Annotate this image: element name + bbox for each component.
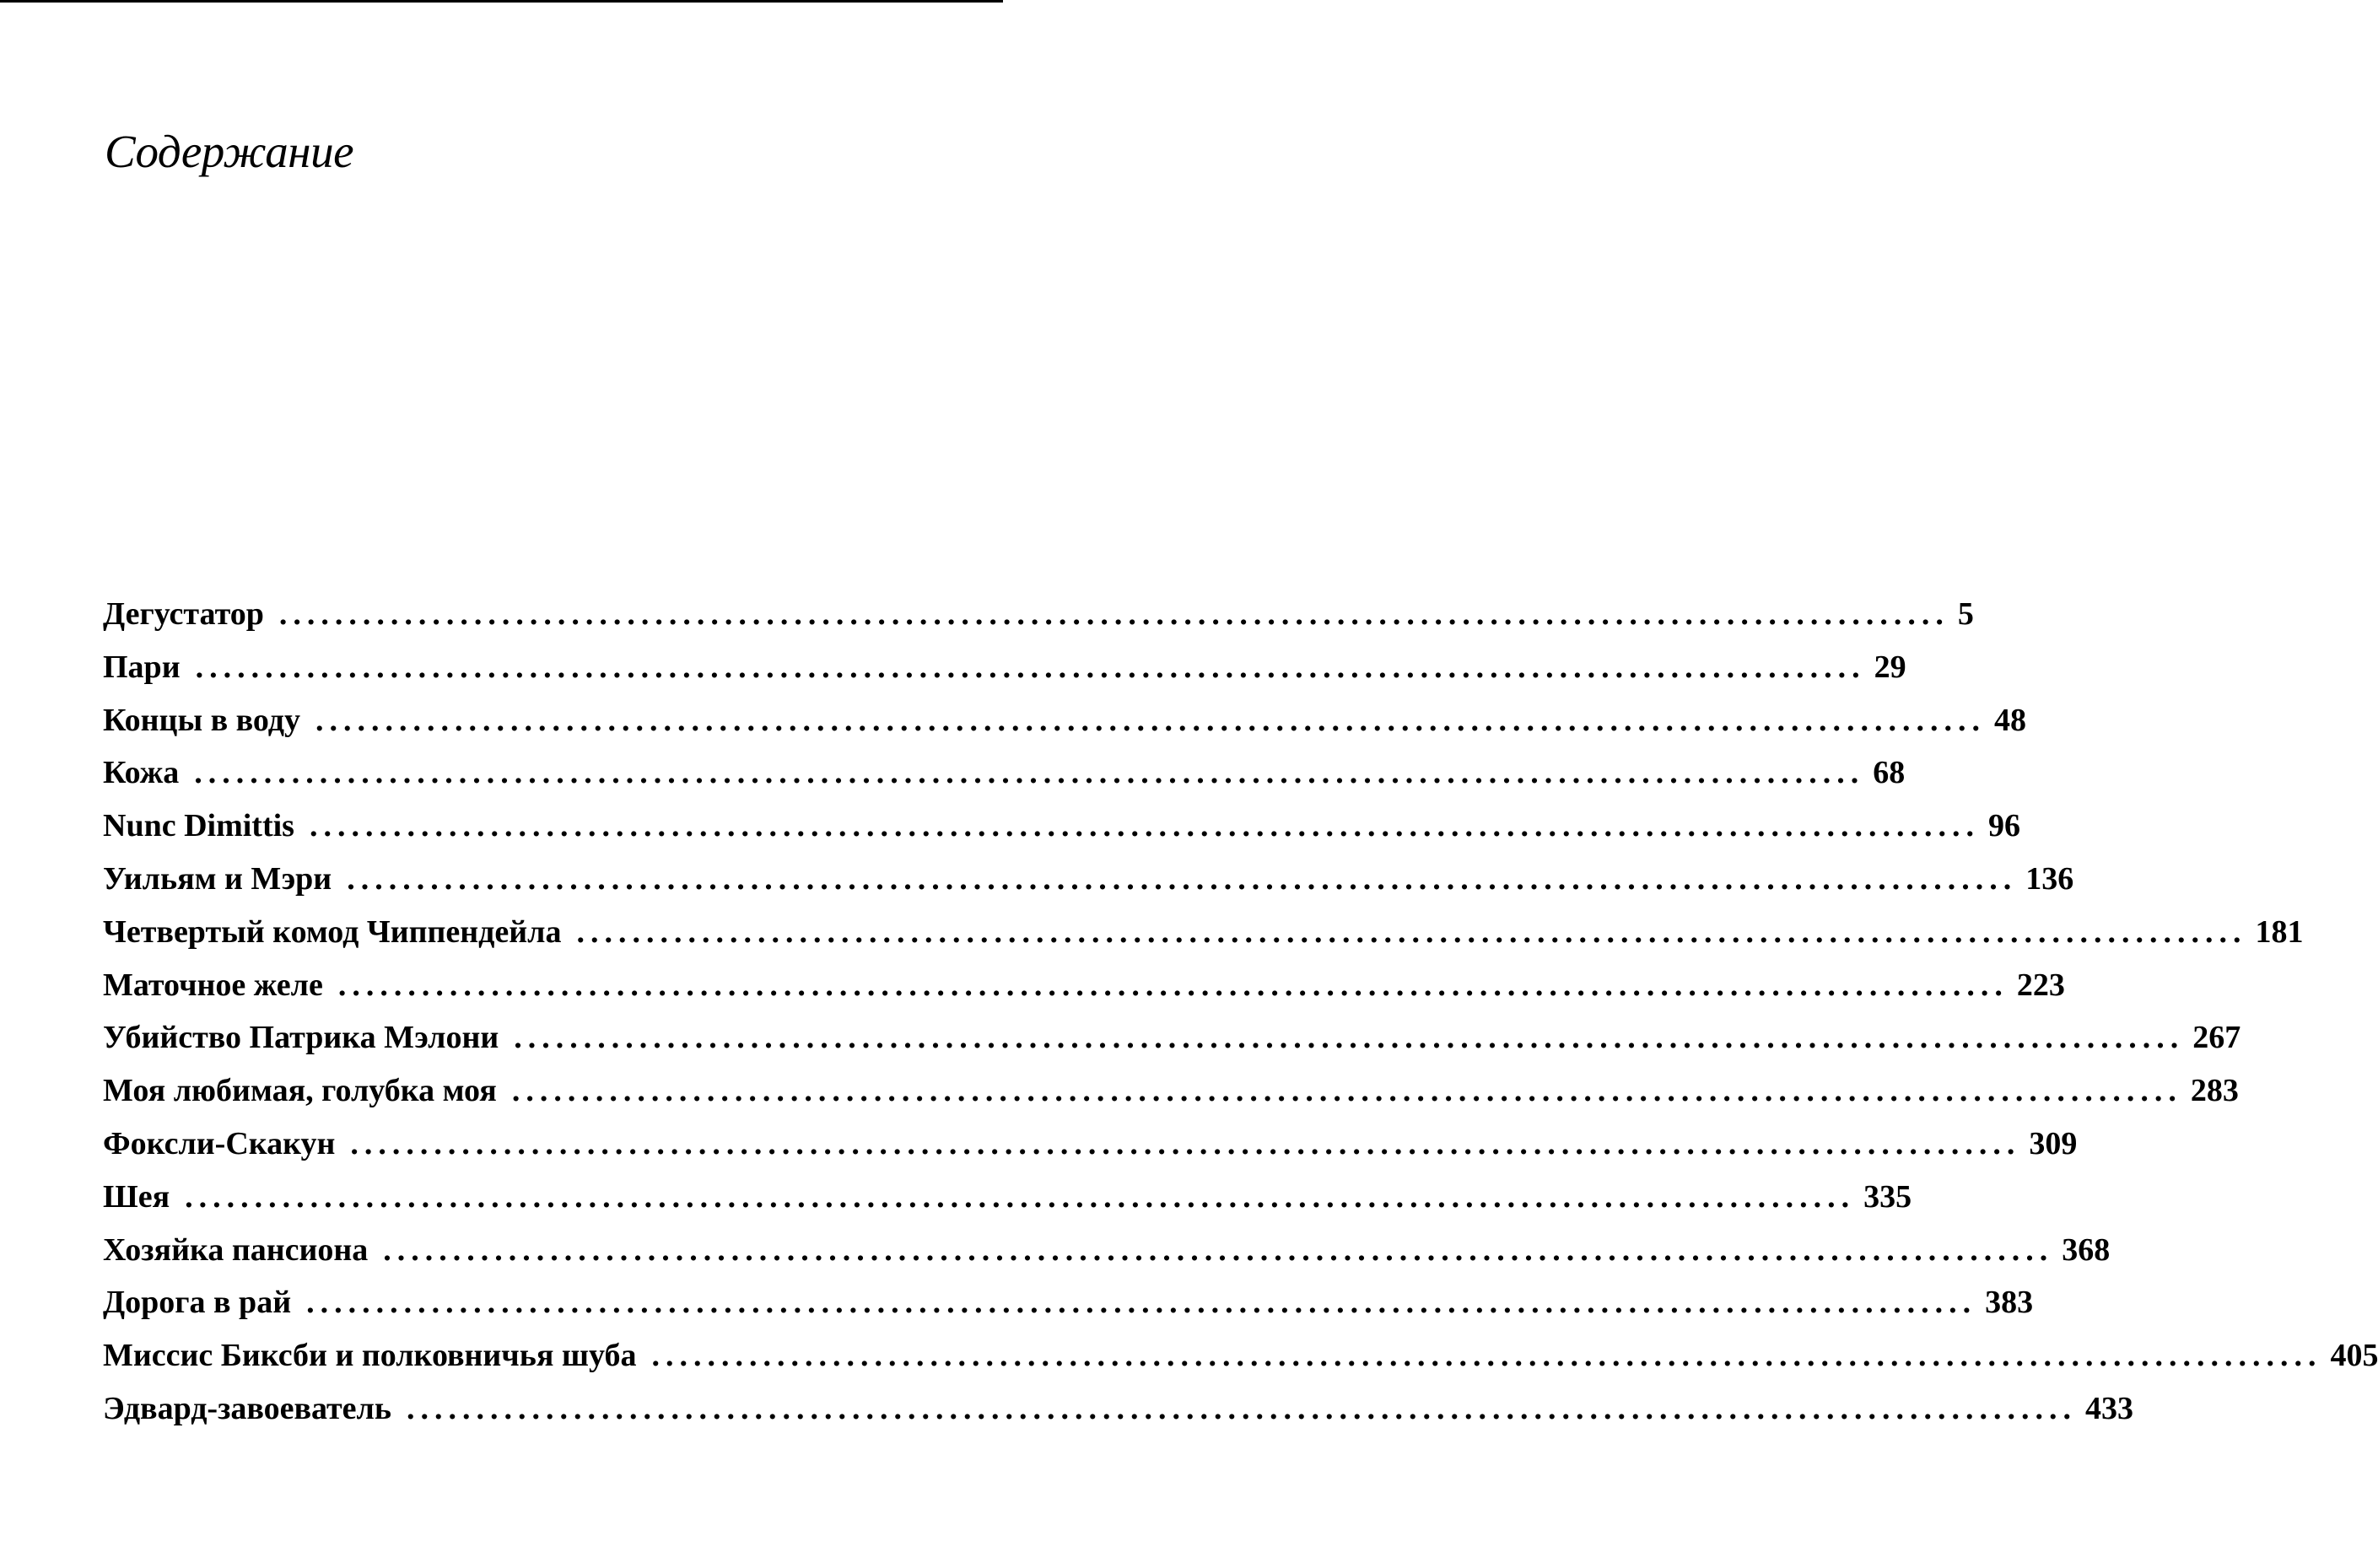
toc-entry[interactable] <box>103 1072 2239 1125</box>
toc-entry-page-number: 181 <box>2255 913 2304 950</box>
toc-entry-page-number: 283 <box>2190 1073 2239 1109</box>
toc-entry-page-number: 309 <box>2029 1125 2078 1161</box>
toc-entry[interactable] <box>103 807 2020 860</box>
toc-entry-page-number: 5 <box>1957 596 1974 632</box>
toc-entry-title: Шея <box>103 1178 170 1215</box>
top-border-line <box>0 0 1003 3</box>
toc-entry-title: Дегустатор <box>103 596 264 632</box>
dot-leader: ........................................................................................................................ <box>383 1231 2054 1268</box>
toc-entry-title: Пари <box>103 649 181 685</box>
toc-entry[interactable] <box>103 860 2074 913</box>
toc-entry-title: Убийство Патрика Мэлони <box>103 1020 499 1056</box>
toc-entry-page-number: 368 <box>2062 1231 2111 1268</box>
dot-leader: ........................................................................................................................ <box>315 702 1987 738</box>
toc-entry-title: Миссис Биксби и полковничья шуба <box>103 1338 637 1374</box>
toc-entry-page-number: 96 <box>1987 808 2020 844</box>
dot-leader: ........................................................................................................................ <box>651 1338 2322 1374</box>
dot-leader: ........................................................................................................................ <box>185 1178 1856 1215</box>
dot-leader: ........................................................................................................................ <box>337 967 2009 1003</box>
toc-entry[interactable] <box>103 754 1906 807</box>
toc-entry[interactable] <box>103 1337 2378 1390</box>
dot-leader: ........................................................................................................................ <box>406 1390 2077 1426</box>
toc-entry-page-number: 223 <box>2016 967 2065 1003</box>
toc-entry-title: Четвертый комод Чиппендейла <box>103 913 562 950</box>
toc-entry[interactable] <box>103 1390 2133 1443</box>
toc-entry[interactable] <box>103 1284 2034 1337</box>
toc-entry-title: Уильям и Мэри <box>103 860 332 897</box>
toc-entry-title: Кожа <box>103 755 180 791</box>
dot-leader: ........................................................................................................................ <box>514 1020 2185 1056</box>
dot-leader: ........................................................................................................................ <box>306 1285 1977 1321</box>
toc-entry[interactable] <box>103 1125 2078 1178</box>
dot-leader: ........................................................................................................................ <box>278 596 1949 632</box>
dot-leader: ........................................................................................................................ <box>347 860 2018 897</box>
toc-entry-title: Эдвард-завоеватель <box>103 1390 391 1426</box>
toc-entry-page-number: 68 <box>1873 755 1906 791</box>
toc-entry-title: Nunc Dimittis <box>103 808 294 844</box>
toc-entry[interactable] <box>103 913 2304 967</box>
toc-entry[interactable] <box>103 702 2027 755</box>
toc-entry-title: Фоксли-Скакун <box>103 1125 336 1161</box>
toc-entry[interactable] <box>103 967 2065 1020</box>
table-of-contents <box>103 595 2378 1443</box>
dot-leader: ........................................................................................................................ <box>350 1125 2021 1161</box>
toc-entry[interactable] <box>103 595 1974 649</box>
toc-entry-page-number: 136 <box>2025 860 2074 897</box>
toc-entry[interactable] <box>103 1019 2241 1072</box>
dot-leader: ........................................................................................................................ <box>195 649 1866 685</box>
toc-entry-page-number: 335 <box>1863 1178 1912 1215</box>
dot-leader: ........................................................................................................................ <box>309 808 1980 844</box>
toc-entry-title: Дорога в рай <box>103 1285 292 1321</box>
toc-entry-title: Хозяйка пансиона <box>103 1231 369 1268</box>
toc-entry-page-number: 433 <box>2084 1390 2133 1426</box>
toc-entry-page-number: 48 <box>1994 702 2027 738</box>
toc-entry[interactable] <box>103 1178 1912 1231</box>
dot-leader: ........................................................................................................................ <box>576 913 2247 950</box>
dot-leader: ........................................................................................................................ <box>194 755 1865 791</box>
toc-entry-title: Маточное желе <box>103 967 323 1003</box>
toc-entry-page-number: 405 <box>2330 1338 2378 1374</box>
toc-entry-title: Моя любимая, голубка моя <box>103 1073 497 1109</box>
toc-entry[interactable] <box>103 1231 2111 1285</box>
toc-entry-title: Концы в воду <box>103 702 301 738</box>
dot-leader: ........................................................................................................................ <box>511 1073 2182 1109</box>
toc-entry-page-number: 383 <box>1985 1285 2034 1321</box>
page-title: Содержание <box>105 126 354 177</box>
toc-entry-page-number: 29 <box>1874 649 1906 685</box>
toc-entry-page-number: 267 <box>2192 1020 2241 1056</box>
toc-entry[interactable] <box>103 649 1906 702</box>
